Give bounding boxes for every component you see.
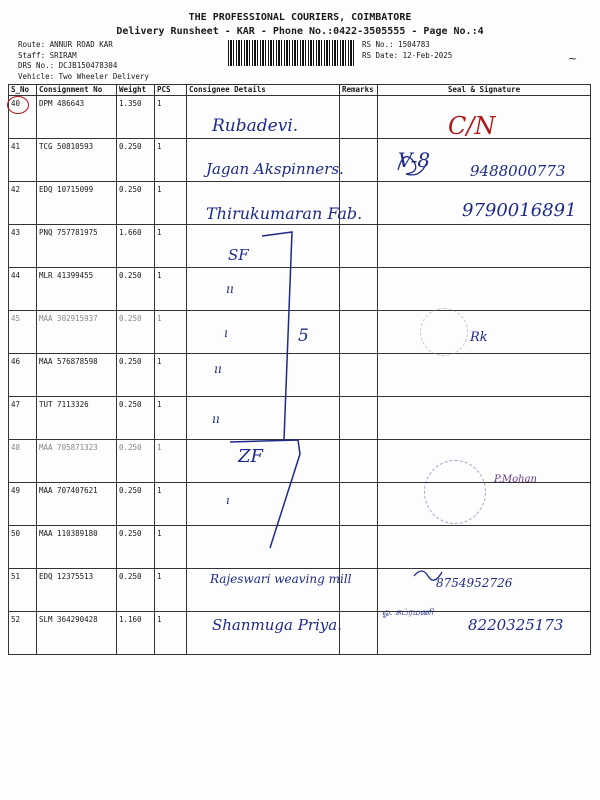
handwritten-sf: SF bbox=[228, 246, 249, 264]
cell-consignment: TCG 50810593 bbox=[37, 139, 117, 182]
cell-weight: 0.250 bbox=[117, 354, 155, 397]
handwritten-phone-42: 9790016891 bbox=[462, 200, 577, 221]
bracket-stroke-2 bbox=[230, 440, 300, 548]
ditto-mark: ıı bbox=[212, 412, 220, 426]
cell-weight: 0.250 bbox=[117, 483, 155, 526]
cell-consignment: DPM 486643 bbox=[37, 96, 117, 139]
cell-pcs: 1 bbox=[155, 397, 187, 440]
cell-weight: 0.250 bbox=[117, 311, 155, 354]
cell-pcs: 1 bbox=[155, 139, 187, 182]
cell-pcs: 1 bbox=[155, 354, 187, 397]
cell-pcs: 1 bbox=[155, 96, 187, 139]
staff-label: Staff: SRIRAM bbox=[18, 51, 77, 60]
handwritten-consignee-41: Jagan Akspinners. bbox=[206, 160, 344, 178]
cell-sno: 41 bbox=[9, 139, 37, 182]
cell-sno: 48 bbox=[9, 440, 37, 483]
cell-pcs: 1 bbox=[155, 225, 187, 268]
cell-consignment: EDQ 10715099 bbox=[37, 182, 117, 225]
cell-sno: 43 bbox=[9, 225, 37, 268]
handwritten-phone-41: 9488000773 bbox=[470, 162, 566, 180]
handwritten-rk: Rk bbox=[470, 330, 488, 345]
cell-consignment: MAA 576878598 bbox=[37, 354, 117, 397]
cell-consignment: SLM 364290428 bbox=[37, 612, 117, 655]
signature-scribble-51 bbox=[414, 571, 442, 580]
ditto-mark: ıı bbox=[226, 282, 234, 296]
cell-sno: 46 bbox=[9, 354, 37, 397]
vehicle-label: Vehicle: Two Wheeler Delivery bbox=[18, 72, 149, 81]
seal-stamp bbox=[420, 308, 468, 356]
cell-consignment: MAA 110389180 bbox=[37, 526, 117, 569]
cell-weight: 1.160 bbox=[117, 612, 155, 655]
cell-consignment: MAA 302915937 bbox=[37, 311, 117, 354]
ditto-mark: ı bbox=[226, 494, 230, 507]
cell-sno: 52 bbox=[9, 612, 37, 655]
cell-pcs: 1 bbox=[155, 569, 187, 612]
col-consignment: Consignment No bbox=[37, 85, 117, 96]
handwritten-consignee-52: Shanmuga Priya. bbox=[212, 616, 342, 634]
handwritten-cn-mark: C/N bbox=[448, 112, 496, 140]
handwritten-phone-52: 8220325173 bbox=[468, 616, 564, 634]
cell-weight: 0.250 bbox=[117, 569, 155, 612]
col-consignee: Consignee Details bbox=[187, 85, 340, 96]
cell-sno: 51 bbox=[9, 569, 37, 612]
cell-sno: 50 bbox=[9, 526, 37, 569]
cell-weight: 0.250 bbox=[117, 440, 155, 483]
cell-weight: 0.250 bbox=[117, 268, 155, 311]
cell-weight: 0.250 bbox=[117, 182, 155, 225]
cell-weight: 0.250 bbox=[117, 397, 155, 440]
cell-consignment: PNQ 757781975 bbox=[37, 225, 117, 268]
bracket-stroke-1 bbox=[262, 232, 292, 440]
cell-pcs: 1 bbox=[155, 483, 187, 526]
handwritten-zf: ZF bbox=[238, 446, 263, 467]
col-seal: Seal & Signature bbox=[378, 85, 591, 96]
signature-scribble-41 bbox=[398, 157, 426, 175]
corner-mark: ~ bbox=[568, 52, 578, 65]
cell-sno: 42 bbox=[9, 182, 37, 225]
rs-date: RS Date: 12-Feb-2025 bbox=[362, 51, 453, 60]
cell-weight: 1.660 bbox=[117, 225, 155, 268]
col-weight: Weight bbox=[117, 85, 155, 96]
handwritten-consignee-51: Rajeswari weaving mill bbox=[210, 572, 352, 586]
col-sno: S_No bbox=[9, 85, 37, 96]
handwritten-phone-51: 8754952726 bbox=[436, 576, 513, 590]
cell-consignment: MLR 41399455 bbox=[37, 268, 117, 311]
cell-pcs: 1 bbox=[155, 311, 187, 354]
handwritten-pmohan: P.Mohan bbox=[494, 474, 537, 485]
cell-consignment: MAA 705871323 bbox=[37, 440, 117, 483]
col-pcs: PCS bbox=[155, 85, 187, 96]
cell-sno: 45 bbox=[9, 311, 37, 354]
rs-number: RS No.: 1504783 bbox=[362, 40, 430, 49]
col-remarks: Remarks bbox=[340, 85, 378, 96]
cell-consignment: EDQ 12375513 bbox=[37, 569, 117, 612]
seal-stamp bbox=[424, 460, 486, 524]
handwritten-signature-41: V-8 bbox=[398, 148, 431, 172]
cell-pcs: 1 bbox=[155, 268, 187, 311]
route-label: Route: ANNUR ROAD KAR bbox=[18, 40, 113, 49]
cell-sno: 40 bbox=[9, 96, 37, 139]
cell-sno: 49 bbox=[9, 483, 37, 526]
cell-weight: 1.350 bbox=[117, 96, 155, 139]
handwritten-five: 5 bbox=[298, 326, 309, 346]
cell-consignment: TUT 7113326 bbox=[37, 397, 117, 440]
cell-pcs: 1 bbox=[155, 612, 187, 655]
ditto-mark: ı bbox=[224, 326, 228, 340]
cell-weight: 0.250 bbox=[117, 139, 155, 182]
ditto-mark: ıı bbox=[214, 362, 222, 376]
cell-pcs: 1 bbox=[155, 526, 187, 569]
handwritten-signature-52: ஓ. சுப்ரமணி bbox=[382, 608, 434, 618]
runsheet-subtitle: Delivery Runsheet - KAR - Phone No.:0422-3505555 - Page No.:4 bbox=[116, 26, 484, 37]
cell-pcs: 1 bbox=[155, 440, 187, 483]
company-title: THE PROFESSIONAL COURIERS, COIMBATORE bbox=[188, 12, 412, 23]
cell-weight: 0.250 bbox=[117, 526, 155, 569]
handwritten-consignee-42: Thirukumaran Fab. bbox=[206, 204, 363, 223]
cell-sno: 44 bbox=[9, 268, 37, 311]
drs-label: DRS No.: DCJB150478304 bbox=[18, 61, 118, 70]
handwritten-consignee-40: Rubadevi. bbox=[212, 116, 299, 136]
cell-consignment: MAA 707407621 bbox=[37, 483, 117, 526]
cell-sno: 47 bbox=[9, 397, 37, 440]
cell-pcs: 1 bbox=[155, 182, 187, 225]
